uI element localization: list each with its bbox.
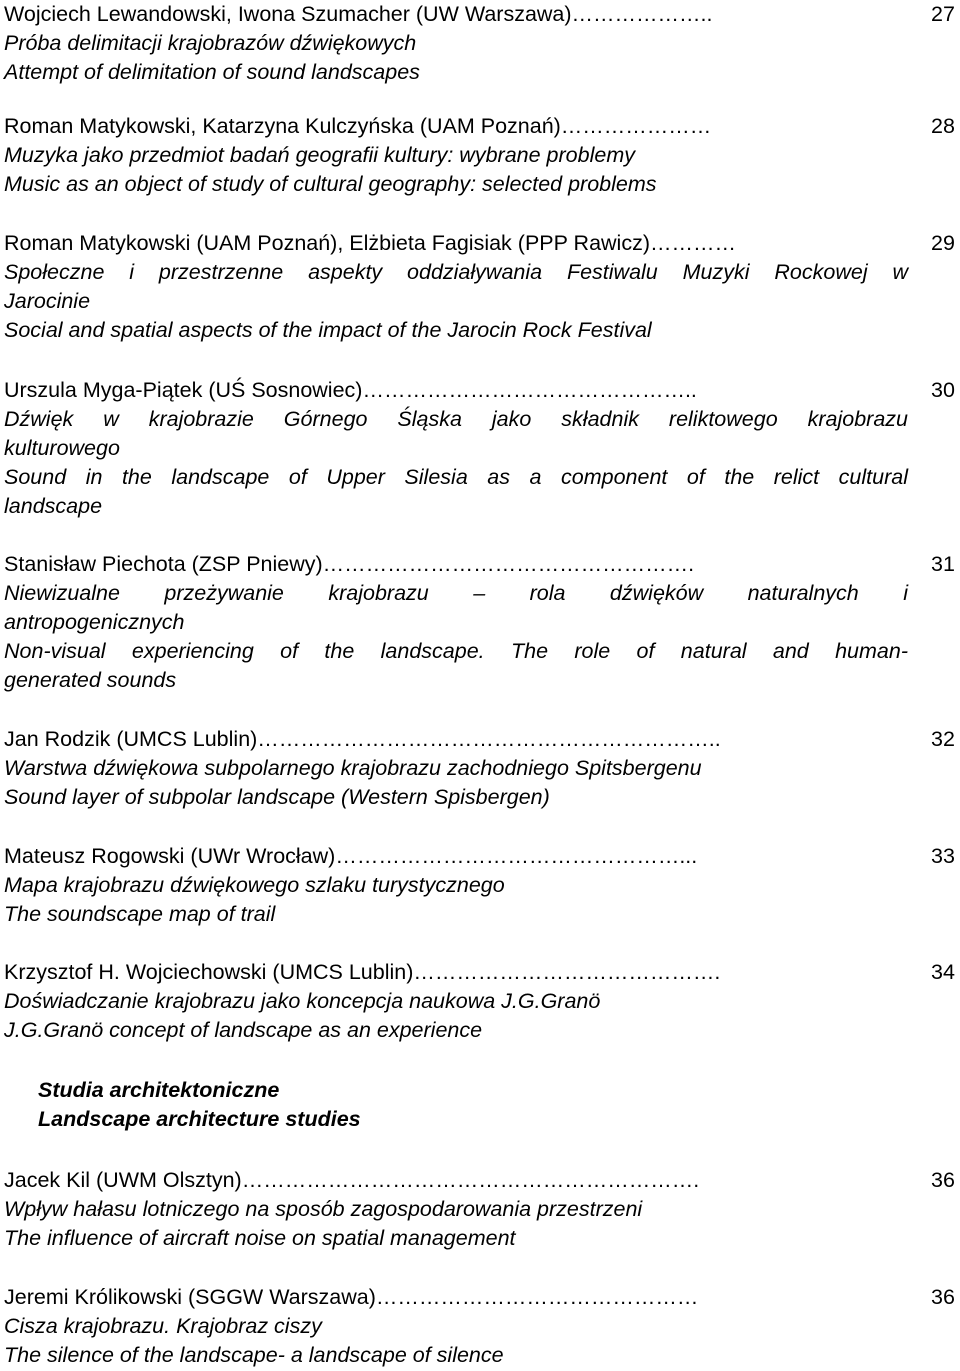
entry-page-number: 31 <box>931 552 955 576</box>
entry-title-pl: Dźwięk w krajobrazie Górnego Śląska jako składnik reliktowego krajobrazu <box>4 407 908 431</box>
entry-title-en: Attempt of delimitation of sound landscapes <box>4 60 420 84</box>
entry-title-en: The silence of the landscape- a landscape of silence <box>4 1343 504 1367</box>
entry-authors: Jeremi Królikowski (SGGW Warszawa)……………………………………… <box>4 1285 699 1309</box>
entry-page-number: 27 <box>931 2 955 26</box>
entry-authors: Roman Matykowski, Katarzyna Kulczyńska (UAM Poznań)………………… <box>4 114 712 138</box>
entry-authors: Jacek Kil (UWM Olsztyn)………………………………………………………. <box>4 1168 700 1192</box>
entry-page-number: 30 <box>931 378 955 402</box>
entry-page-number: 36 <box>931 1285 955 1309</box>
entry-title-pl: Próba delimitacji krajobrazów dźwiękowych <box>4 31 417 55</box>
toc-entry <box>4 0 908 87</box>
entry-title-pl: Warstwa dźwiękowa subpolarnego krajobrazu zachodniego Spitsbergenu <box>4 756 702 780</box>
entry-page-number: 33 <box>931 844 955 868</box>
entry-title-en: The influence of aircraft noise on spatial management <box>4 1226 516 1250</box>
entry-title-pl: Niewizualne przeżywanie krajobrazu – rola dźwięków naturalnych i <box>4 581 908 605</box>
entry-title-pl: Doświadczanie krajobrazu jako koncepcja naukowa J.G.Granö <box>4 989 601 1013</box>
section-heading <box>38 1076 361 1134</box>
toc-entry <box>4 112 908 199</box>
entry-authors: Jan Rodzik (UMCS Lublin)……………………………………………………….. <box>4 727 721 751</box>
entry-title-pl-continued: kulturowego <box>4 436 120 460</box>
toc-entry <box>4 725 908 812</box>
entry-title-pl: Mapa krajobrazu dźwiękowego szlaku turystycznego <box>4 873 505 897</box>
toc-entry <box>4 376 908 521</box>
entry-page-number: 32 <box>931 727 955 751</box>
entry-title-en: Sound layer of subpolar landscape (Western Spisbergen) <box>4 785 550 809</box>
entry-title-en: Non-visual experiencing of the landscape. The role of natural and human- <box>4 639 908 663</box>
toc-entry <box>4 1283 908 1370</box>
entry-title-pl: Muzyka jako przedmiot badań geografii kultury: wybrane problemy <box>4 143 635 167</box>
toc-entry <box>4 842 908 929</box>
toc-entry <box>4 550 908 695</box>
section-title-en: Landscape architecture studies <box>38 1107 361 1131</box>
section-title-pl: Studia architektoniczne <box>38 1078 280 1102</box>
entry-authors: Urszula Myga-Piątek (UŚ Sosnowiec)……………………………………….. <box>4 378 697 402</box>
entry-authors: Wojciech Lewandowski, Iwona Szumacher (UW Warszawa)……………….. <box>4 2 713 26</box>
entry-title-pl: Wpływ hałasu lotniczego na sposób zagospodarowania przestrzeni <box>4 1197 643 1221</box>
entry-title-pl-continued: antropogenicznych <box>4 610 185 634</box>
entry-authors: Stanisław Piechota (ZSP Pniewy)……………………………………………. <box>4 552 695 576</box>
entry-title-pl: Cisza krajobrazu. Krajobraz ciszy <box>4 1314 322 1338</box>
toc-entry <box>4 1166 908 1253</box>
entry-title-pl-continued: Jarocinie <box>4 289 91 313</box>
entry-page-number: 36 <box>931 1168 955 1192</box>
entry-page-number: 34 <box>931 960 955 984</box>
entry-page-number: 29 <box>931 231 955 255</box>
entry-title-en: Sound in the landscape of Upper Silesia as a component of the relict cultural <box>4 465 908 489</box>
entry-title-en: J.G.Granö concept of landscape as an experience <box>4 1018 483 1042</box>
entry-title-en-continued: generated sounds <box>4 668 177 692</box>
entry-title-pl: Społeczne i przestrzenne aspekty oddziaływania Festiwalu Muzyki Rockowej w <box>4 260 908 284</box>
entry-title-en: Social and spatial aspects of the impact of the Jarocin Rock Festival <box>4 318 652 342</box>
entry-authors: Roman Matykowski (UAM Poznań), Elżbieta Fagisiak (PPP Rawicz)………… <box>4 231 736 255</box>
entry-title-en-continued: landscape <box>4 494 103 518</box>
entry-title-en: The soundscape map of trail <box>4 902 276 926</box>
entry-authors: Mateusz Rogowski (UWr Wrocław)…………………………………………... <box>4 844 698 868</box>
toc-entry <box>4 958 908 1045</box>
toc-entry <box>4 229 908 345</box>
entry-page-number: 28 <box>931 114 955 138</box>
entry-title-en: Music as an object of study of cultural geography: selected problems <box>4 172 657 196</box>
entry-authors: Krzysztof H. Wojciechowski (UMCS Lublin)……………………………………. <box>4 960 721 984</box>
